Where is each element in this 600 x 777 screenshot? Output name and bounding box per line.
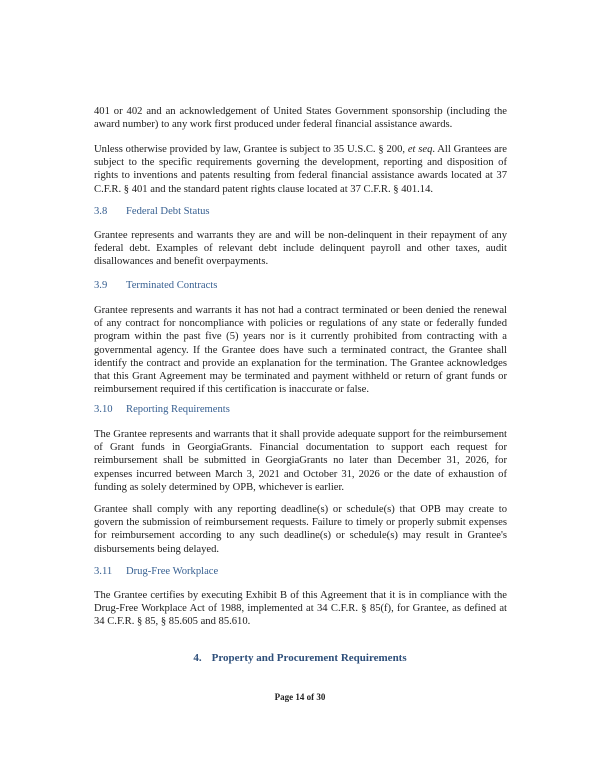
page-number-footer: Page 14 of 30 [274,692,326,702]
paragraph-reporting-deadlines: Grantee shall comply with any reporting deadline(s) or schedule(s) that OPB may create to govern the submission of reimbursement requests. Failure to timely or properly submit expenses for reimbursement according to any such deadline(s) or schedule(s) may result in Grantee's disbursements being delayed. [94,504,507,555]
paragraph-patent-rights-italic: et seq [407,144,433,155]
section-heading-3-11 [94,565,218,578]
section-title: Drug-Free Workplace [126,566,219,577]
paragraph-patent-acknowledgement: 401 or 402 and an acknowledgement of United States Government sponsorship (including the award number) to any work first produced under federal financial assistance awards. [94,106,507,131]
section-number: 3.10 [94,404,113,415]
paragraph-drug-free-workplace: The Grantee certifies by executing Exhibit B of this Agreement that it is in compliance with the Drug-Free Workplace Act of 1988, implemented at 34 C.F.R. § 85(f), for Grantee, as defined at 34 C.F.R. § 85, § 85.605 and 85.610. [94,590,507,628]
section-heading-4 [0,652,600,664]
section-title: Reporting Requirements [126,404,230,415]
paragraph-reporting-requirements: The Grantee represents and warrants that it shall provide adequate support for the reimbursement of Grant funds in GeorgiaGrants. Financial documentation to support each request for reimbursement shall be submitted in GeorgiaGrants no later than December 31, 2026, for expenses incurred between March 3, 2021 and October 31, 2026 or the date of exhaustion of funding as solely determined by OPB, whichever is earlier. [94,429,507,493]
paragraph-patent-rights [94,143,507,196]
section-number: 3.11 [94,566,113,577]
section-title: Terminated Contracts [126,280,218,291]
section-title: Property and Procurement Requirements [211,652,407,664]
section-number: 3.9 [94,280,108,291]
paragraph-patent-rights-text-b: . All Grantees are subject to the specific requirements governing the development, reporting and disposition of rights to inventions and patents resulting from federal financial assistance awards located at 37 C.F.R. § 401 and the standard patent rights clause located at 37 C.F.R. § 401.14. [94,144,508,195]
paragraph-terminated-contracts: Grantee represents and warrants it has not had a contract terminated or been denied the renewal of any contract for noncompliance with policies or regulations of any state or federally funded program within the past five (5) years nor is it currently prohibited from contracting with a governmental agency. If the Grantee does have such a terminated contract, the Grantee shall identify the contract and provide an explanation for the termination. The Grantee acknowledges that this Grant Agreement may be terminated and payment withheld or return of grant funds or reimbursement required if this certification is inaccurate or false. [94,305,507,396]
section-title: Federal Debt Status [126,206,210,217]
section-heading-3-10 [94,403,230,416]
section-heading-3-9 [94,279,217,292]
paragraph-patent-rights-text-a: Unless otherwise provided by law, Grantee is subject to 35 U.S.C. § 200, [94,144,408,155]
section-heading-3-8 [94,205,210,218]
paragraph-federal-debt: Grantee represents and warrants they are and will be non-delinquent in their repayment of any federal debt. Examples of relevant debt include delinquent payroll and other taxes, audit disallowances and benefit overpayments. [94,230,507,268]
section-number: 4. [193,652,202,664]
section-number: 3.8 [94,206,108,217]
